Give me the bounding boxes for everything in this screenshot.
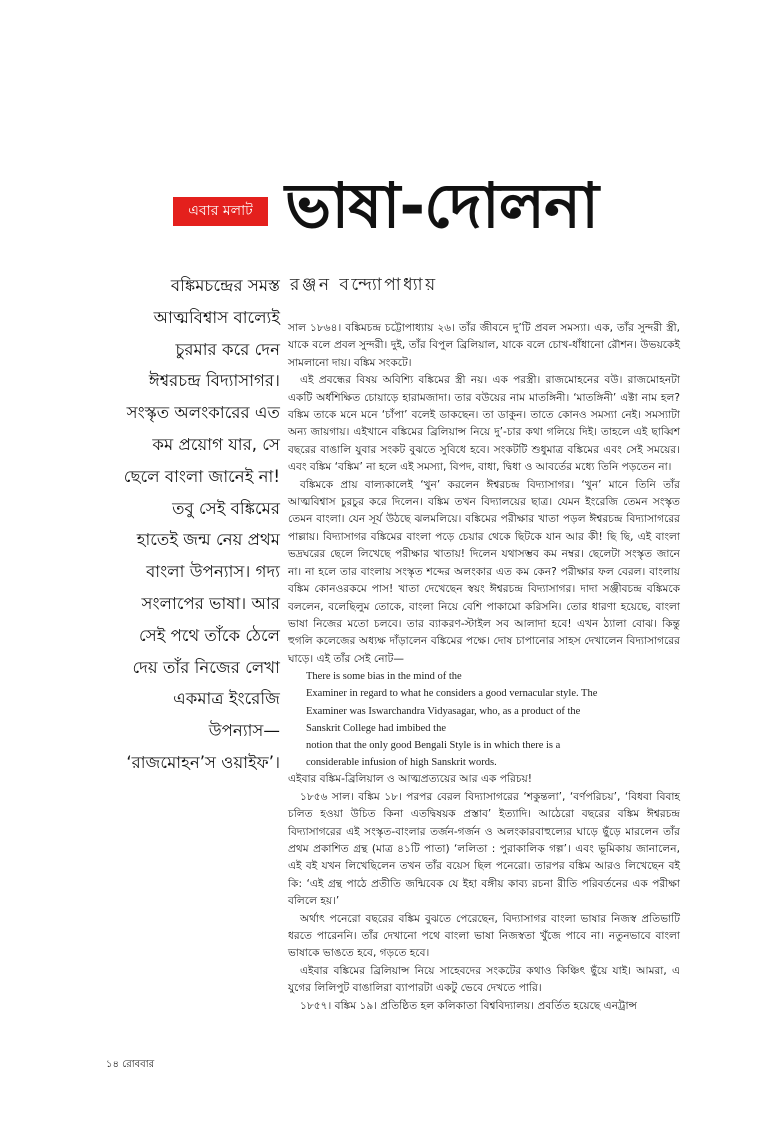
quote-line: There is some bias in the mind of the bbox=[306, 671, 462, 683]
pull-quote bbox=[105, 270, 280, 779]
page-footer: ১৪ রোববার bbox=[106, 1059, 155, 1070]
quote-line: notion that the only good Bengali Style is in which there is a bbox=[306, 739, 561, 751]
pull-quote-line: বঙ্কিমচন্দ্রের সমস্ত bbox=[170, 276, 280, 295]
pull-quote-line: বাংলা উপন্যাস। গদ্য bbox=[146, 562, 280, 582]
pull-quote-line: কম প্রয়োগ যার, সে bbox=[152, 434, 280, 454]
paragraph: সাল ১৮৬৪। বঙ্কিমচন্দ্র চট্টোপাধ্যায় ২৬। তাঁর জীবনে দু’টি প্রবল সমস্যা। এক, তাঁর সুন্দরী স্ত্রী, যাকে বলে প্রবল সুন্দরী। দুই, তাঁর বিপুল ব্রিলিয়াল, যাকে বলে চোখ-ধাঁধানো রৌশন। উভয়কেই সামলানো দায়। বঙ্কিম সংকটে। bbox=[288, 322, 680, 369]
pull-quote-line: সেই পথে তাঁকে ঠেলে bbox=[139, 625, 280, 645]
paragraph: অর্থাৎ পনেরো বছরের বঙ্কিম বুঝতে পেরেছেন, বিদ্যাসাগর বাংলা ভাষার নিজস্ব প্রতিভাটি ধরতে পারেননি। তাঁর দেখানো পথে বাংলা ভাষা নিজস্বতা খুঁজে পাবে না। নতুনভাবে বাংলা ভাষাকে ভাঙতে হবে, গড়তে হবে। bbox=[288, 912, 680, 960]
paragraph: এই প্রবন্ধের বিষয় অবিশ্যি বঙ্কিমের স্ত্রী নয়। এক পরস্ত্রী। রাজমোহনের বউ। রাজমোহনটা একটি অর্ধশিক্ষিত চোয়াড়ে হারামজাদা। তার বউয়ের নাম মাতঙ্গিনী। ‘মাতঙ্গিনী’ এক্টা নাম হল? বঙ্কিম তাকে মনে মনে ‘চাঁপা’ বলেই ডাকছেন। তা ডাকুন। তাতে কোনও সমস্যা নেই। সমস্যাটা অন্য জায়গায়। এইখানে বঙ্কিমের ব্রিলিয়ান্স নিয়ে দু’-চার কথা গলিয়ে দিই। তাহলে এই ছাব্বিশ বছরের বাঙালি যুবার সংকট বুঝতে সুবিধে হবে। সংকটটি শুধুমাত্র বঙ্কিমের এবং সেই সময়ের। এবং বঙ্কিম ‘বঙ্কিম’ না হলে এই সমস্যা, বিপদ, বাধা, দ্বিধা ও আবর্তের মধ্যে তিনি পড়তেন না। bbox=[288, 374, 680, 474]
pull-quote-line: সংস্কৃত অলংকারের এত bbox=[126, 403, 280, 423]
pull-quote-line: একমাত্র ইংরেজি bbox=[173, 689, 280, 709]
pull-quote-line: ছেলে বাংলা জানেই না! bbox=[123, 466, 280, 486]
author-byline: রঞ্জন বন্দ্যোপাধ্যায় bbox=[290, 275, 438, 295]
pull-quote-line: আত্মবিশ্বাস বাল্যেই bbox=[153, 307, 280, 327]
paragraph: এইবার বঙ্কিম-ব্রিলিয়াল ও আত্মপ্রত্যয়ের আর এক পরিচয়! bbox=[288, 773, 533, 786]
pull-quote-line: চুরমার করে দেন bbox=[175, 339, 280, 359]
pull-quote-line: দেয় তাঁর নিজের লেখা bbox=[132, 657, 280, 677]
page-title: ভাষা-দোলনা bbox=[285, 169, 598, 242]
pull-quote-line: ‘রাজমোহন’স ওয়াইফ’। bbox=[126, 752, 280, 772]
quote-line: Examiner in regard to what he considers a good vernacular style. The bbox=[306, 688, 598, 700]
pull-quote-line: হাতেই জন্ম নেয় প্রথম bbox=[136, 530, 280, 550]
paragraph: এইবার বঙ্কিমের ব্রিলিয়ান্স নিয়ে সাহেবদের সংকটের কথাও কিঞ্চিৎ ছুঁয়ে যাই। আমরা, এ যুগের লিলিপুট বাঙালিরা ব্যাপারটা একটু ভেবে দেখতে পারি। bbox=[288, 964, 680, 995]
pull-quote-line: উপন্যাস— bbox=[208, 721, 280, 741]
paragraph: ১৮৫৬ সাল। বঙ্কিম ১৮। পরপর বেরল বিদ্যাসাগরের ‘শকুন্তলা’, ‘বর্ণপরিচয়’, ‘বিধবা বিবাহ চলিত হওয়া উচিত কিনা এতদ্বিষয়ক প্রস্তাব’ ইত্যাদি। আঠেরো বছরের বঙ্কিম ঈশ্বরচন্দ্র বিদ্যাসাগরের এই সংস্কৃত-বাংলার তর্জন-গর্জন ও অলংকারবাহুল্যের ঘাড়ে ছুঁড়ে মারলেন তাঁর প্রথম প্রকাশিত গ্রন্থ (মাত্র ৪১টি পাতা) ‘ললিতা : পুরাকালিক গল্প’। এবং ভূমিকায় জানালেন, এই বই যখন লিখেছিলেন তখন তাঁর বয়েস ছিল পনেরো। তারপর বঙ্কিম আরও লিখেছেন বই কি: ‘এই গ্রন্থ পাঠে প্রতীতি জন্মিবেক যে ইহা বঙ্গীয় কাব্য রচনা রীতি পরিবর্তনের এক পরীক্ষা বলিলে হয়।’ bbox=[288, 790, 680, 908]
block-quote bbox=[306, 668, 680, 771]
pull-quote-line: তবু সেই বঙ্কিমের bbox=[172, 498, 280, 518]
paragraph: বঙ্কিমকে প্রায় বাল্যকালেই ‘খুন’ করলেন ঈশ্বরচন্দ্র বিদ্যাসাগর। ‘খুন’ মানে তিনি তাঁর আত্মবিশ্বাস চুরচুর করে দিলেন। বঙ্কিম তখন বিদ্যালয়ের ছাত্র। যেমন ইংরেজি তেমন সংস্কৃত তেমন বাংলা। যেন সূর্য উঠছে ঝলমলিয়ে। বঙ্কিমের পরীক্ষার খাতা পড়ল ঈশ্বরচন্দ্র বিদ্যাসাগরের পাল্লায়। বিদ্যাসাগর বঙ্কিমের বাংলা পড়ে চেয়ার থেকে ছিটকে যান আর কী! ছি ছি, এই বাংলা ভদ্রঘরের ছেলে লিখেছে পরীক্ষার খাতায়! দিলেন যথাসম্ভব কম নম্বর। ছেলেটা সংস্কৃত জানে না। না হলে তার বাংলায় সংস্কৃত শব্দের অলংকার এত কম কেন? পরীক্ষার ফল বেরল। বাংলায় বঙ্কিম কোনওরকমে পাস! খাতা দেখেছেন স্বয়ং ঈশ্বরচন্দ্র বিদ্যাসাগর। দাদা সঞ্জীবচন্দ্র বঙ্কিমকে বললেন, বলেছিলুম তোকে, বাংলা নিয়ে বেশি পাকামো করিসনি। তোর ধারণা হয়েছে, বাংলা ভাষা নিজের মতো চলবে। তার ব্যাকরণ-স্টাইল সব আলাদা হবে! এখন ঠ্যালা বোঝ। কিন্তু হুগলি কলেজের অধ্যক্ষ দাঁড়ালেন বঙ্কিমের পক্ষে। দোষ চাপানোর সাহস দেখালেন বিদ্যাসাগরের ঘাড়ে। এই তাঁর সেই নোট— bbox=[288, 478, 680, 665]
paragraph: ১৮৫৭। বঙ্কিম ১৯। প্রতিষ্ঠিত হল কলিকাতা বিশ্ববিদ্যালয়। প্রবর্তিত হয়েছে এনট্রান্স bbox=[300, 999, 637, 1012]
section-badge: এবার মলাট bbox=[173, 197, 268, 226]
pull-quote-line: ঈশ্বরচন্দ্র বিদ্যাসাগর। bbox=[148, 371, 280, 391]
quote-line: Examiner was Iswarchandra Vidyasagar, who, as a product of the bbox=[306, 705, 581, 717]
article-body bbox=[288, 320, 680, 1015]
quote-line: Sanskrit College had imbibed the bbox=[306, 722, 446, 734]
pull-quote-line: সংলাপের ভাষা। আর bbox=[141, 593, 280, 613]
quote-line: considerable infusion of high Sanskrit words. bbox=[306, 757, 497, 769]
